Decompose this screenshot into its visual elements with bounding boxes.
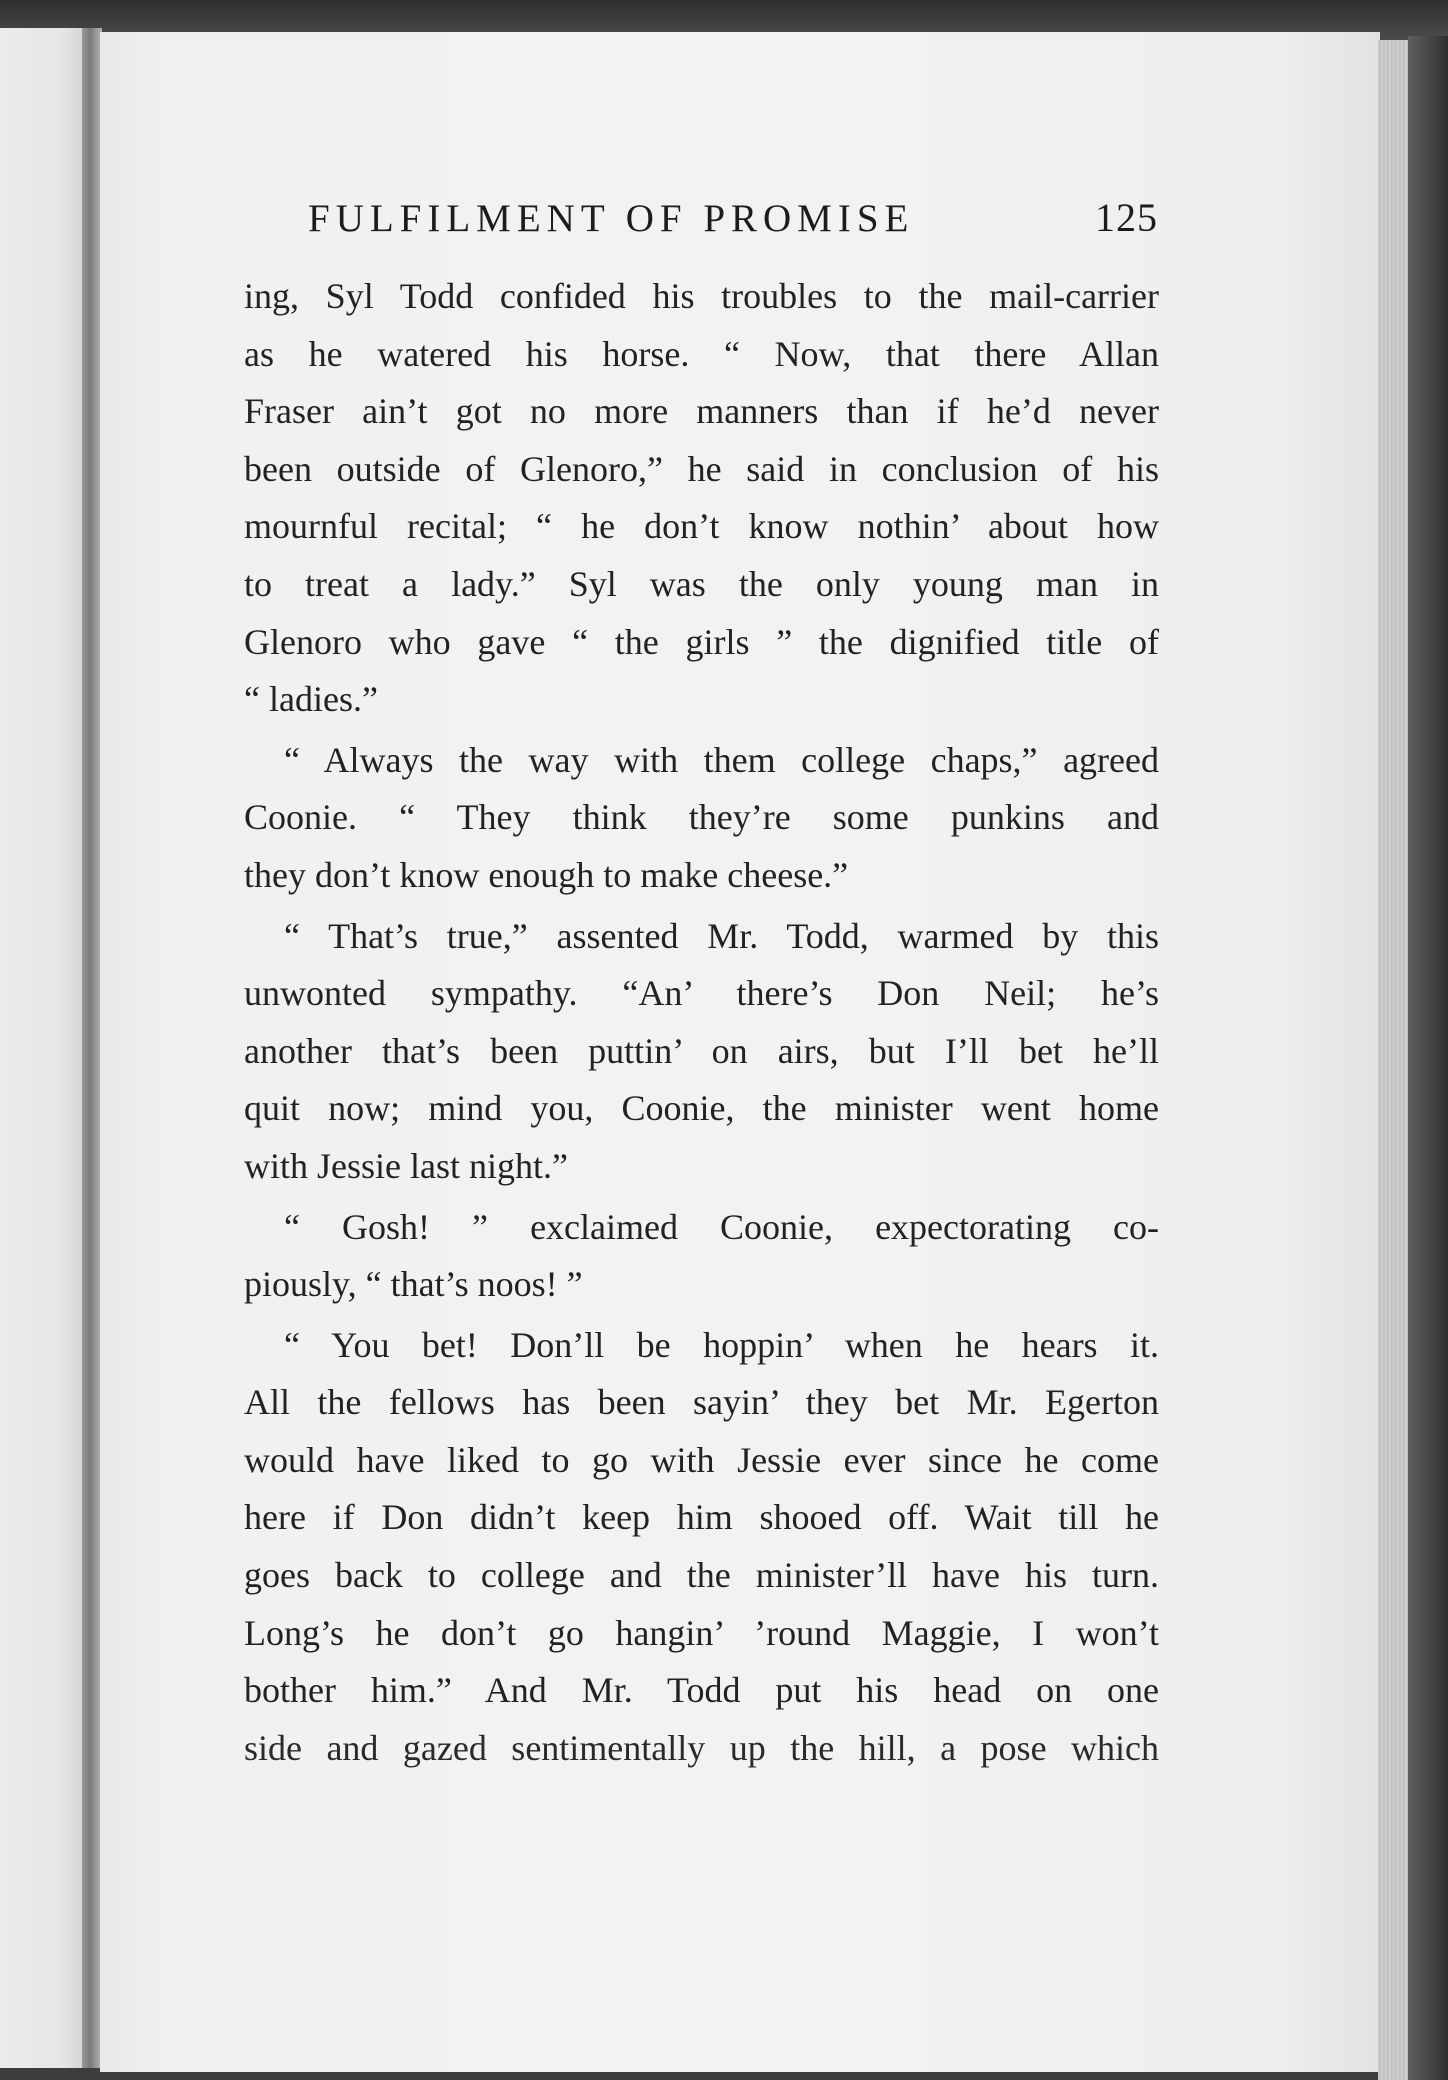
- text-line: “ You bet! Don’ll be hoppin’ when he hears it.: [284, 1324, 1159, 1365]
- page-stack-edge: [1378, 40, 1408, 2080]
- text-line: they don’t know enough to make cheese.”: [244, 854, 849, 895]
- text-line: would have liked to go with Jessie ever since he come: [244, 1439, 1159, 1480]
- text-line: “ ladies.”: [244, 679, 378, 720]
- text-line: Fraser ain’t got no more manners than if he’d never: [244, 391, 1159, 432]
- text-line: piously, “ that’s noos! ”: [244, 1264, 583, 1305]
- text-line: Glenoro who gave “ the girls ” the dignified title of: [244, 621, 1159, 662]
- text-line: “ Always the way with them college chaps,” agreed: [284, 739, 1159, 780]
- text-line: All the fellows has been sayin’ they bet Mr. Egerton: [244, 1382, 1159, 1423]
- paragraph: [244, 908, 1159, 1196]
- text-line: as he watered his horse. “ Now, that there Allan: [244, 333, 1159, 374]
- text-line: to treat a lady.” Syl was the only young man in: [244, 563, 1159, 604]
- running-head: [308, 194, 1158, 241]
- text-line: Long’s he don’t go hangin’ ’round Maggie, I won’t: [244, 1612, 1159, 1653]
- text-line: “ Gosh! ” exclaimed Coonie, expectorating co-: [284, 1206, 1159, 1247]
- text-line: here if Don didn’t keep him shooed off. Wait till he: [244, 1497, 1159, 1538]
- text-line: been outside of Glenoro,” he said in conclusion of his: [244, 448, 1159, 489]
- text-line: unwonted sympathy. “An’ there’s Don Neil; he’s: [244, 973, 1159, 1014]
- page-gutter: [82, 28, 102, 2068]
- facing-page-edge: [0, 28, 86, 2068]
- text-line: bother him.” And Mr. Todd put his head on one: [244, 1670, 1159, 1711]
- running-head-title: FULFILMENT OF PROMISE: [308, 197, 915, 240]
- text-line: with Jessie last night.”: [244, 1145, 568, 1186]
- text-line: goes back to college and the minister’ll have his turn.: [244, 1555, 1159, 1596]
- book-cover-right: [1408, 36, 1448, 2080]
- body-text: [244, 268, 1159, 1780]
- text-line: “ That’s true,” assented Mr. Todd, warmed by this: [284, 915, 1159, 956]
- text-line: Coonie. “ They think they’re some punkins and: [244, 797, 1159, 838]
- text-line: quit now; mind you, Coonie, the minister went home: [244, 1088, 1159, 1129]
- paragraph: [244, 268, 1159, 729]
- paragraph: [244, 1317, 1159, 1778]
- paragraph: [244, 1199, 1159, 1314]
- paragraph: [244, 732, 1159, 905]
- text-line: mournful recital; “ he don’t know nothin’ about how: [244, 506, 1159, 547]
- text-line: ing, Syl Todd confided his troubles to the mail-carrier: [244, 276, 1159, 316]
- page-number: 125: [1095, 195, 1158, 240]
- text-line: another that’s been puttin’ on airs, but I’ll bet he’ll: [244, 1030, 1159, 1071]
- text-line: side and gazed sentimentally up the hill, a pose which: [244, 1727, 1159, 1768]
